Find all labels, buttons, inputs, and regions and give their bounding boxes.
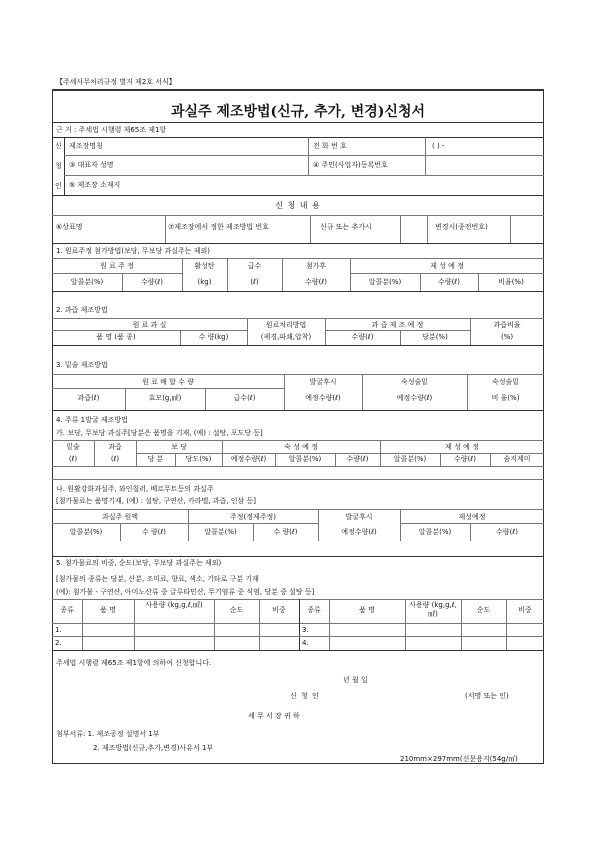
section4-subtitle-na: 나. 원활강화과실주, 와인칠러, 베르무트등의 과실주	[56, 485, 214, 493]
section4-title: 4. 주류 1발굴 제조방법	[56, 416, 128, 424]
section1-title: 1. 원료주정 첨가방법(보당, 무보당 과실주는 제외)	[56, 247, 210, 255]
change-label: 변경시(종전번호)	[435, 223, 488, 231]
section3-mix-header: 원 료 배 합 수 량	[142, 378, 194, 386]
method-no-label: ⑦제조장에서 정한 제조방법 번호	[168, 223, 269, 231]
reg-no-label: ④ 주민(사업자)등록번호	[313, 161, 388, 169]
section4-spirit-header: 주정(정제주정)	[229, 513, 277, 521]
section5-header-purity: 순도	[229, 606, 244, 614]
section4-fruit-wine-header: 과실주 원액	[101, 513, 139, 521]
section5-header-gravity: 비중	[518, 606, 532, 614]
section2-cell: (제경,파쇄,압착)	[260, 333, 312, 341]
section5-header-gravity: 비중	[272, 606, 286, 614]
attachment-1: 첨부서류: 1. 제조공정 설명서 1부	[56, 730, 160, 738]
section4-na-cell: 수 량(ℓ)	[141, 528, 167, 536]
applicant-side-3: 인	[55, 182, 62, 190]
section4-ga-cell: 알콜분(%)	[393, 455, 427, 463]
section3-cell: 예정수량(ℓ)	[305, 394, 341, 402]
section5-row-number: 3.	[302, 626, 309, 634]
section5-header-type: 종류	[60, 606, 74, 614]
section1-planned-header: 제 성 예 정	[430, 262, 464, 270]
section4-na-cell: 알콜분(%)	[204, 528, 237, 536]
section5-note1: [첨가물의 종류는 당분, 산분, 조미료, 향료, 색소, 기타로 구분 기재	[56, 575, 259, 583]
section5-header-type: 종류	[307, 606, 321, 614]
section4-na-cell: 예정수량(ℓ)	[341, 528, 377, 536]
section5-header-name: 품 명	[100, 606, 116, 614]
section5-header-name: 품 명	[359, 606, 375, 614]
section5-row-number: 2.	[55, 639, 62, 647]
section1-cell: (kg)	[197, 278, 212, 286]
section4-aging-header: 숙 성 예 정	[284, 443, 318, 451]
section4-na-cell: 수량(ℓ)	[496, 528, 518, 536]
section4-planned-header: 제성예정	[458, 513, 486, 521]
section1-cell: 비율(%)	[498, 278, 524, 286]
section1-cell: 수량(ℓ)	[305, 278, 327, 286]
applicant-sign-label: 신 청 인	[290, 692, 320, 700]
signature-field[interactable]: (서명 또는 인)	[465, 692, 509, 700]
section4-na-cell: 알콜분(%)	[418, 528, 452, 536]
section3-aging-qty-header: 숙성술밑	[400, 378, 429, 386]
section1-after-add-header: 첨가후	[305, 262, 327, 270]
section4-product-header: 제 성 예 정	[445, 443, 479, 451]
section4-subtitle-ga: 가. 보당, 무보당 과실주[당분은 품명을 기재, (예) : 설탕, 포도당 등]	[56, 429, 263, 437]
section1-cell: 수량(ℓ)	[438, 278, 460, 286]
section1-cell: (ℓ)	[250, 278, 259, 286]
section4-na-cell: 알콜분(%)	[69, 528, 103, 536]
section1-cell: 수량(ℓ)	[141, 278, 163, 286]
section4-ga-cell: 수량(ℓ)	[346, 455, 369, 463]
section5-header-purity: 순도	[476, 606, 491, 614]
section1-water-header: 급수	[247, 262, 262, 270]
section3-cell: 예정수량(ℓ)	[396, 394, 433, 402]
section1-cell: 알콜분(%)	[368, 278, 402, 286]
section4-ga-cell: 당 분	[147, 455, 164, 463]
section3-title: 3. 밑술 제조방법	[56, 361, 108, 369]
form-title: 과실주 제조방법(신규, 추가, 변경)신청서	[170, 104, 425, 120]
section4-after-header: 발굴후시	[345, 513, 373, 521]
section3-cell: 효모(g,㎖)	[148, 394, 182, 402]
section1-spirit-header: 원 료 주 정	[100, 262, 134, 270]
section4-ga-cell: 수량(ℓ)	[454, 455, 476, 463]
plant-name-label: 제조장명칭	[69, 142, 103, 150]
section2-fruit-header: 원 료 과 실	[132, 321, 167, 329]
new-or-add-label: 신규 또는 추가시	[320, 223, 372, 231]
section1-cell: 알콜분(%)	[70, 278, 104, 286]
section4-ga-cell: 당도(%)	[185, 455, 212, 463]
representative-label: ③ 대표자 성명	[69, 161, 114, 169]
section4-juice-header: 과즙	[108, 443, 122, 451]
phone-field[interactable]: ( ) -	[432, 142, 445, 150]
section4-ga-cell: 숨지계미	[503, 455, 531, 463]
attachment-2: 2. 제조방법(신규,추가,변경)사유서 1부	[93, 744, 214, 752]
section5-row-number: 4.	[302, 639, 309, 647]
content-header: 신 청 내 용	[275, 201, 321, 210]
section2-ratio-header: 과즙비율	[493, 321, 521, 329]
section4-ga-cell: (ℓ)	[110, 455, 120, 463]
section5-header-amount: 사용량 (kg,g,ℓ,㎖)	[145, 601, 203, 609]
date-line[interactable]: 년 월 일	[343, 676, 368, 684]
section4-ga-cell: 예정수량(ℓ)	[230, 455, 267, 463]
form-code: 【주세사무처리규정 별지 제2호 서식】	[56, 78, 176, 86]
section5-row-number: 1.	[55, 626, 62, 634]
section2-cell: 품 명 (품 종)	[96, 333, 136, 341]
section3-cell: 급수(ℓ)	[233, 394, 256, 402]
section3-cell: 비 율(%)	[491, 394, 520, 402]
tax-office-addressee: 세 무 서 장 귀 하	[248, 712, 300, 720]
section2-title: 2. 과즙 제조방법	[56, 306, 108, 314]
section3-after-header: 발굴후시	[309, 378, 337, 386]
applicant-side-2: 청	[55, 162, 62, 170]
section2-cell: 수량(ℓ)	[351, 333, 374, 341]
section4-sugar-header: 보 당	[171, 443, 187, 451]
section5-title: 5. 첨가물료의 비중, 순도(보당, 무보당 과실주는 제외)	[56, 559, 222, 567]
section2-cell: (%)	[500, 333, 514, 341]
section1-activated-header: 활성탄	[194, 262, 215, 270]
location-label: ⑤ 제조장 소재지	[69, 181, 121, 189]
application-statement: 주세법 시행령 제65조 제1항에 의하여 신청합니다.	[56, 659, 212, 667]
section4-na-cell: 수 량(ℓ)	[273, 528, 298, 536]
section3-aging-ratio-header: 숙성술밑	[491, 378, 520, 386]
section4-ga-cell: (ℓ)	[68, 455, 78, 463]
section2-process-header: 원료처리방법	[265, 321, 307, 329]
section2-cell: 수 량(kg)	[198, 333, 229, 341]
section5-note2: (예): 첨가물 - 구연산, 아미노산류 중 글루타민산, 무기염류 중 식염, 당분 중 설탕 등]	[56, 588, 315, 596]
section2-cell: 당분(%)	[422, 333, 448, 341]
section4-ga-cell: 알콜분(%)	[288, 455, 322, 463]
phone-label: 전 화 번 호	[313, 142, 347, 150]
applicant-side-1: 신	[55, 142, 62, 150]
legal-basis: 근 거 : 주세법 시행령 제65조 제1항	[56, 126, 167, 134]
section3-cell: 과즙(ℓ)	[77, 394, 100, 402]
section4-mitsul-header: 밑술	[66, 443, 80, 451]
section2-planned-header: 과 즙 제 조 예 정	[371, 321, 424, 329]
paper-size-note: 210mm×297mm(신문용지(54g/㎡)	[400, 755, 518, 763]
section4-note-na: [첨가물료는 품명기재, (예) : 설탕, 구연산, 카라멜, 과즙, 인삼 등]	[56, 497, 256, 505]
product-name-label: ⑥상표명	[56, 223, 83, 231]
section5-header-amount: 사용량 (kg,g,ℓ,㎖)	[409, 601, 457, 618]
